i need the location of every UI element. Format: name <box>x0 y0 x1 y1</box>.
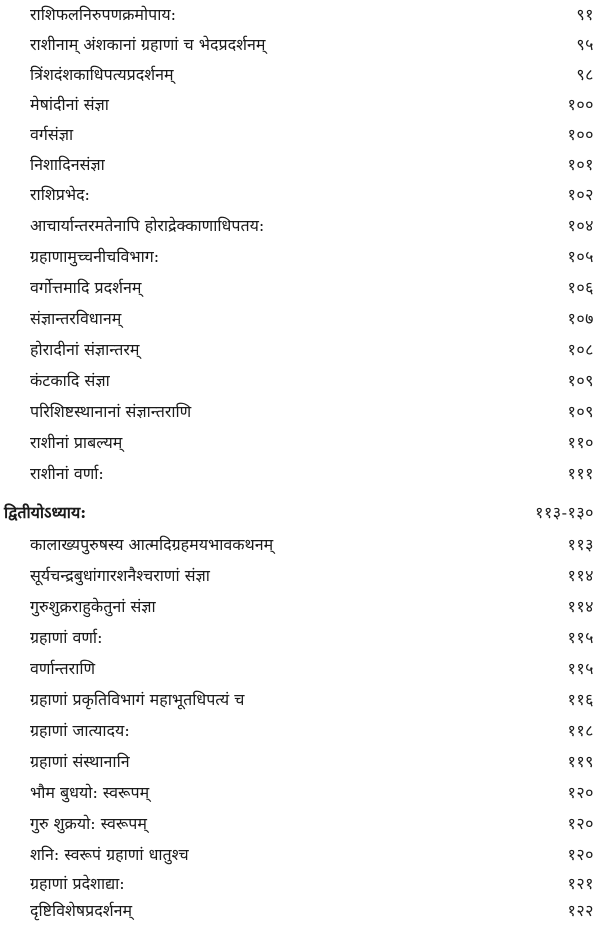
toc-entry-title: ग्रहाणां प्रकृतिविभागं महाभूतधिपत्यं च <box>30 690 245 709</box>
toc-entry-page: १०७ <box>567 309 594 328</box>
toc-entry <box>0 654 600 684</box>
toc-entry <box>0 335 600 365</box>
toc-entry-title: मेषांदीनां संज्ञा <box>30 95 109 114</box>
toc-entry-title: कालाख्यपुरुषस्य आत्मदिग्रहमयभावकथनम् <box>30 535 274 554</box>
toc-entry <box>0 685 600 715</box>
toc-entry <box>0 242 600 272</box>
toc-entry-page: १२० <box>567 814 594 833</box>
toc-entry-title: ग्रहाणां संस्थानानि <box>30 752 130 771</box>
toc-entry-page: ११६ <box>567 690 594 709</box>
toc-entry-title: वर्णान्तराणि <box>30 659 96 678</box>
toc-entry-page: १०९ <box>567 371 594 390</box>
toc-entry <box>0 304 600 334</box>
toc-entry <box>0 180 600 210</box>
toc-entry-page: ९८ <box>576 65 594 84</box>
toc-entry <box>0 716 600 746</box>
toc-entry <box>0 0 600 30</box>
toc-entry-page: १२० <box>567 783 594 802</box>
toc-entry-page: १२१ <box>567 874 594 893</box>
toc-entry <box>0 211 600 241</box>
toc-entry-page: १०० <box>567 125 594 144</box>
toc-entry <box>0 747 600 777</box>
toc-entry-title: राशीनाम् अंशकानां ग्रहाणां च भेदप्रदर्शनम् <box>30 35 266 54</box>
toc-entry-page: ११८ <box>567 721 594 740</box>
toc-entry-title: परिशिष्टस्थानानां संज्ञान्तराणि <box>30 402 192 421</box>
toc-entry-title: ग्रहाणां प्रदेशाद्या: <box>30 874 125 893</box>
toc-entry-title: होरादीनां संज्ञान्तरम् <box>30 340 140 359</box>
toc-entry-page: १०० <box>567 95 594 114</box>
toc-entry <box>0 623 600 653</box>
toc-entry <box>0 273 600 303</box>
toc-entry-page: १०६ <box>567 278 594 297</box>
toc-entry-title: राशीनां वर्णा: <box>30 464 104 483</box>
toc-entry <box>0 397 600 427</box>
toc-entry-title: दृष्टिविशेषप्रदर्शनम् <box>30 901 133 920</box>
toc-entry <box>0 428 600 458</box>
toc-entry-page: ११५ <box>567 628 594 647</box>
toc-entry-page: ११४ <box>567 566 594 585</box>
toc-entry-title: वर्गोत्तमादि प्रदर्शनम् <box>30 278 142 297</box>
toc-entry-page: १२२ <box>567 901 594 920</box>
toc-entry-page: ९१ <box>576 5 594 24</box>
toc-entry <box>0 778 600 808</box>
toc-entry-page: ११३ <box>567 535 594 554</box>
toc-entry-page: १०४ <box>567 216 594 235</box>
toc-entry <box>0 60 600 90</box>
toc-entry-title: आचार्यान्तरमतेनापि होराद्रेक्काणाधिपतय: <box>30 216 265 235</box>
toc-entry-page: १०५ <box>567 247 594 266</box>
toc-entry-title: शनि: स्वरूपं ग्रहाणां धातुश्च <box>30 845 189 864</box>
toc-entry <box>0 561 600 591</box>
toc-entry-title: राशिफलनिरुपणक्रमोपाय: <box>30 5 177 24</box>
chapter-heading <box>0 498 600 528</box>
toc-entry <box>0 869 600 899</box>
toc-entry-page: १०२ <box>567 185 594 204</box>
toc-entry-title: ग्रहाणां वर्णा: <box>30 628 103 647</box>
toc-entry-title: संज्ञान्तरविधानम् <box>30 309 122 328</box>
toc-entry-title: निशादिनसंज्ञा <box>30 155 105 174</box>
toc-entry-title: ग्रहाणामुच्चनीचविभाग: <box>30 247 160 266</box>
toc-entry-page: ११४ <box>567 597 594 616</box>
toc-entry-title: सूर्यचन्द्रबुधांगारशनैश्चराणां संज्ञा <box>30 566 210 585</box>
toc-entry-page: ११० <box>567 433 594 452</box>
toc-entry-page: ११५ <box>567 659 594 678</box>
toc-entry-title: गुरु शुक्रयो: स्वरूपम् <box>30 814 147 833</box>
toc-entry-page: १२० <box>567 845 594 864</box>
toc-entry-page: ९५ <box>576 35 594 54</box>
toc-entry <box>0 840 600 870</box>
toc-entry <box>0 366 600 396</box>
toc-entry <box>0 30 600 60</box>
toc-entry-title: ग्रहाणां जात्यादय: <box>30 721 130 740</box>
toc-entry <box>0 896 600 926</box>
toc-entry-title: गुरुशुक्रराहुकेतुनां संज्ञा <box>30 597 156 616</box>
toc-entry-title: भौम बुधयो: स्वरूपम् <box>30 783 150 802</box>
toc-entry-page: १११ <box>567 464 594 483</box>
toc-entry-page: १०९ <box>567 402 594 421</box>
toc-entry-title: कंटकादि संज्ञा <box>30 371 110 390</box>
toc-entry-page: १०१ <box>567 155 594 174</box>
toc-entry <box>0 530 600 560</box>
toc-entry-page: १०८ <box>567 340 594 359</box>
toc-entry <box>0 459 600 489</box>
toc-entry <box>0 120 600 150</box>
toc-entry-title: राशिप्रभेद: <box>30 185 90 204</box>
toc-entry-page: ११९ <box>567 752 594 771</box>
toc-entry-title: राशीनां प्राबल्यम् <box>30 433 123 452</box>
toc-entry <box>0 90 600 120</box>
chapter-page-range: ११३-१३० <box>535 503 594 522</box>
toc-entry-title: त्रिंशदंशकाधिपत्यप्रदर्शनम् <box>30 65 174 84</box>
chapter-title: द्वितीयोऽध्याय: <box>4 503 87 522</box>
toc-entry-title: वर्गसंज्ञा <box>30 125 74 144</box>
toc-entry <box>0 592 600 622</box>
toc-entry <box>0 809 600 839</box>
toc-entry <box>0 150 600 180</box>
